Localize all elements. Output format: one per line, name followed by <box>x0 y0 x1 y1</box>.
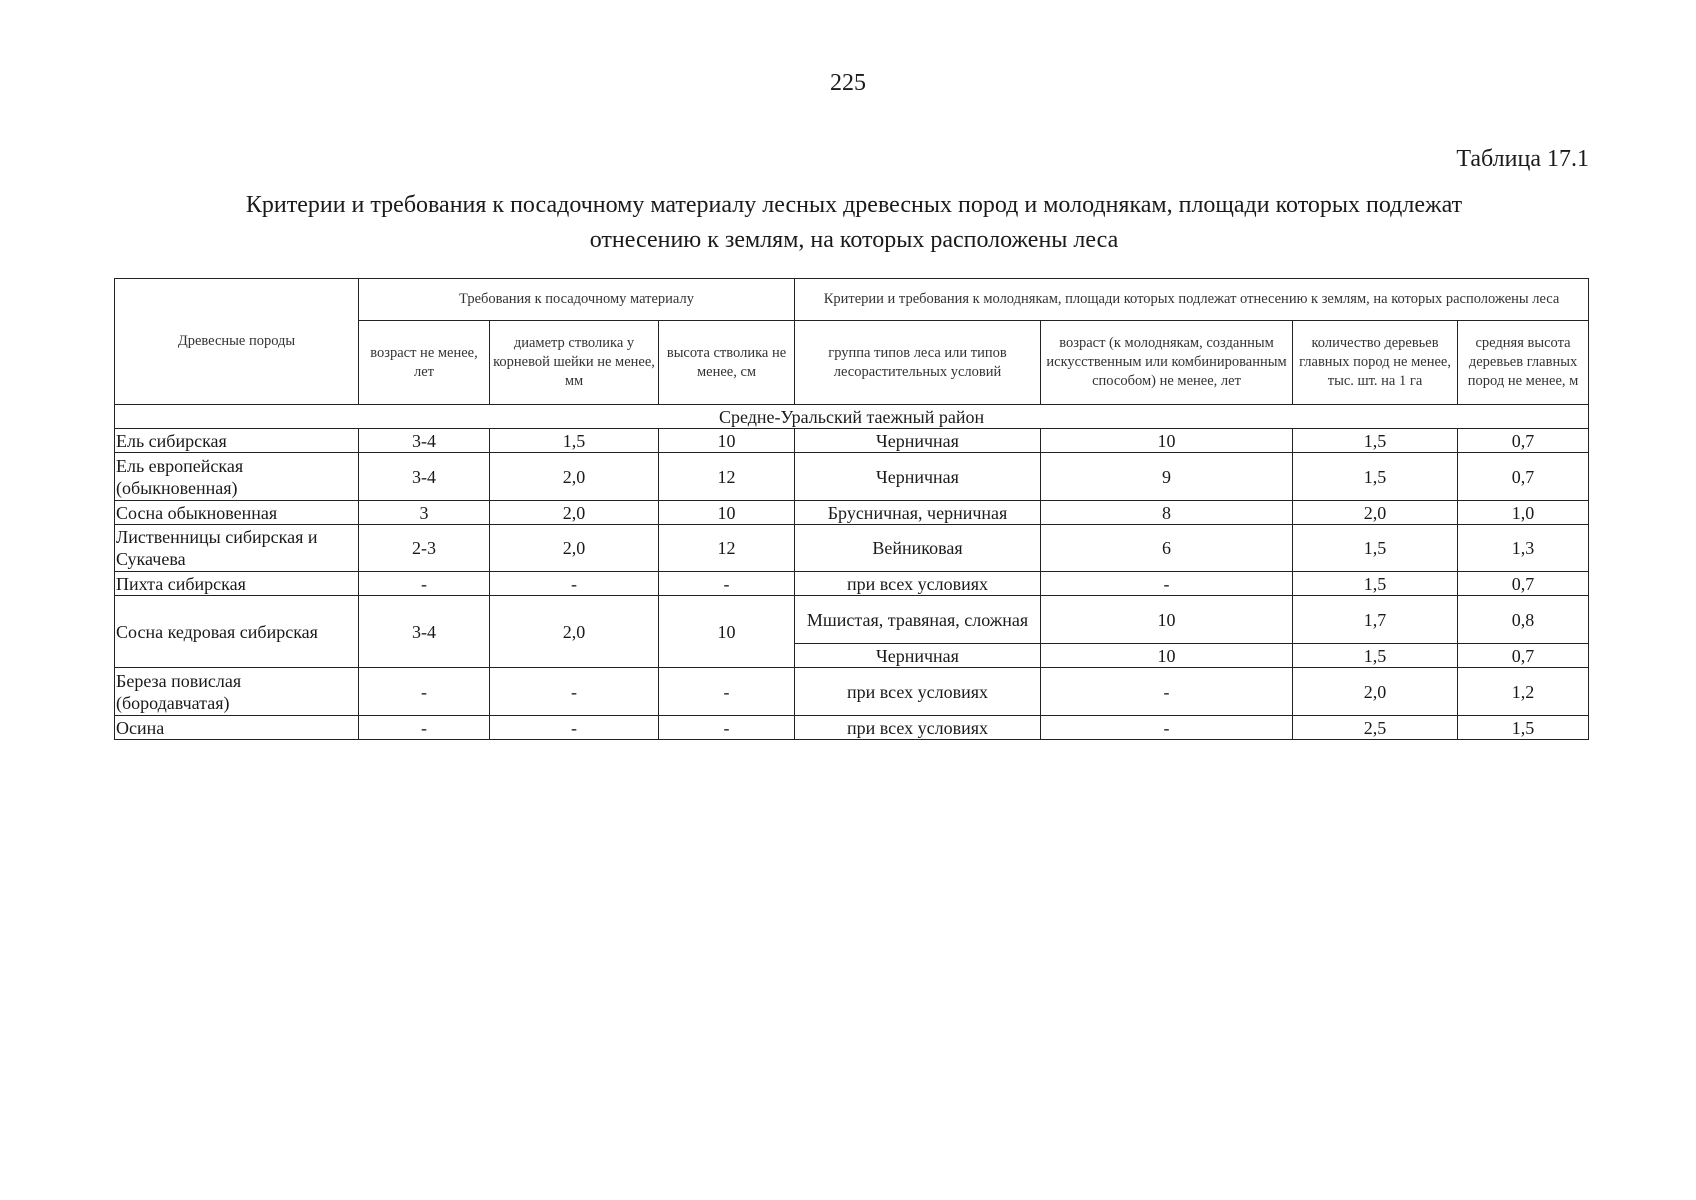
height-cell: 10 <box>659 596 795 668</box>
diameter-cell: 2,0 <box>490 525 659 572</box>
forest-type-cell: при всех условиях <box>795 572 1041 596</box>
height-cell: - <box>659 716 795 740</box>
count-cell: 2,0 <box>1293 668 1458 716</box>
height-cell: - <box>659 572 795 596</box>
species-cell: Сосна обыкновенная <box>115 501 359 525</box>
header-count: количество деревьев главных пород не менее, тыс. шт. на 1 га <box>1293 321 1458 405</box>
species-cell: Сосна кедровая сибирская <box>115 596 359 668</box>
age-cell: - <box>359 572 490 596</box>
count-cell: 2,5 <box>1293 716 1458 740</box>
forest-type-cell: Мшистая, травяная, сложная <box>795 596 1041 644</box>
title-line-1: Критерии и требования к посадочному материалу лесных древесных пород и молоднякам, площади которых подлежат <box>245 192 1463 218</box>
count-cell: 1,5 <box>1293 644 1458 668</box>
height-cell: 10 <box>659 429 795 453</box>
header-young-group: Критерии и требования к молоднякам, площади которых подлежат отнесению к землям, на которых расположены леса <box>795 279 1589 321</box>
criteria-table <box>114 278 1589 740</box>
height-cell: 10 <box>659 501 795 525</box>
avg-height-cell: 1,2 <box>1458 668 1589 716</box>
height-cell: - <box>659 668 795 716</box>
forest-type-cell: Вейниковая <box>795 525 1041 572</box>
avg-height-cell: 0,7 <box>1458 572 1589 596</box>
page-title <box>114 188 1594 258</box>
young-age-cell: 10 <box>1041 429 1293 453</box>
count-cell: 2,0 <box>1293 501 1458 525</box>
avg-height-cell: 0,7 <box>1458 429 1589 453</box>
species-cell: Лиственницы сибирская и Сукачева <box>115 525 359 572</box>
forest-type-cell: Черничная <box>795 429 1041 453</box>
age-cell: 3-4 <box>359 596 490 668</box>
header-young-age: возраст (к молоднякам, созданным искусственным или комбинированным способом) не менее, лет <box>1041 321 1293 405</box>
species-cell: Пихта сибирская <box>115 572 359 596</box>
avg-height-cell: 0,7 <box>1458 453 1589 501</box>
count-cell: 1,5 <box>1293 453 1458 501</box>
table-row <box>115 572 1589 596</box>
young-age-cell: 8 <box>1041 501 1293 525</box>
diameter-cell: 2,0 <box>490 596 659 668</box>
header-diameter: диаметр стволика у корневой шейки не менее, мм <box>490 321 659 405</box>
diameter-cell: 2,0 <box>490 453 659 501</box>
header-height: высота стволика не менее, см <box>659 321 795 405</box>
count-cell: 1,5 <box>1293 525 1458 572</box>
diameter-cell: - <box>490 716 659 740</box>
forest-type-cell: Черничная <box>795 453 1041 501</box>
table-row <box>115 596 1589 644</box>
count-cell: 1,7 <box>1293 596 1458 644</box>
age-cell: 3-4 <box>359 429 490 453</box>
young-age-cell: 9 <box>1041 453 1293 501</box>
species-cell: Ель европейская (обыкновенная) <box>115 453 359 501</box>
section-row: Средне-Уральский таежный район <box>115 405 1589 429</box>
species-cell: Береза повислая (бородавчатая) <box>115 668 359 716</box>
diameter-cell: 2,0 <box>490 501 659 525</box>
young-age-cell: - <box>1041 572 1293 596</box>
young-age-cell: - <box>1041 716 1293 740</box>
table-label: Таблица 17.1 <box>1456 146 1589 172</box>
age-cell: - <box>359 668 490 716</box>
diameter-cell: - <box>490 572 659 596</box>
height-cell: 12 <box>659 525 795 572</box>
diameter-cell: - <box>490 668 659 716</box>
avg-height-cell: 1,5 <box>1458 716 1589 740</box>
age-cell: - <box>359 716 490 740</box>
count-cell: 1,5 <box>1293 572 1458 596</box>
avg-height-cell: 1,0 <box>1458 501 1589 525</box>
avg-height-cell: 0,7 <box>1458 644 1589 668</box>
forest-type-cell: при всех условиях <box>795 668 1041 716</box>
avg-height-cell: 0,8 <box>1458 596 1589 644</box>
young-age-cell: 10 <box>1041 596 1293 644</box>
diameter-cell: 1,5 <box>490 429 659 453</box>
avg-height-cell: 1,3 <box>1458 525 1589 572</box>
header-planting-group: Требования к посадочному материалу <box>359 279 795 321</box>
header-age: возраст не менее, лет <box>359 321 490 405</box>
count-cell: 1,5 <box>1293 429 1458 453</box>
table-row <box>115 501 1589 525</box>
age-cell: 3 <box>359 501 490 525</box>
header-forest-type: группа типов леса или типов лесорастительных условий <box>795 321 1041 405</box>
table-row <box>115 453 1589 501</box>
age-cell: 3-4 <box>359 453 490 501</box>
table-row <box>115 429 1589 453</box>
species-cell: Осина <box>115 716 359 740</box>
forest-type-cell: Черничная <box>795 644 1041 668</box>
table-row <box>115 525 1589 572</box>
table-row <box>115 668 1589 716</box>
age-cell: 2-3 <box>359 525 490 572</box>
young-age-cell: 6 <box>1041 525 1293 572</box>
forest-type-cell: Брусничная, черничная <box>795 501 1041 525</box>
species-cell: Ель сибирская <box>115 429 359 453</box>
height-cell: 12 <box>659 453 795 501</box>
young-age-cell: - <box>1041 668 1293 716</box>
forest-type-cell: при всех условиях <box>795 716 1041 740</box>
page-number: 225 <box>830 70 866 96</box>
header-avg-height: средняя высота деревьев главных пород не менее, м <box>1458 321 1589 405</box>
header-species: Древесные породы <box>115 279 359 405</box>
title-line-2: отнесению к землям, на которых расположены леса <box>589 227 1119 253</box>
young-age-cell: 10 <box>1041 644 1293 668</box>
table-row <box>115 716 1589 740</box>
